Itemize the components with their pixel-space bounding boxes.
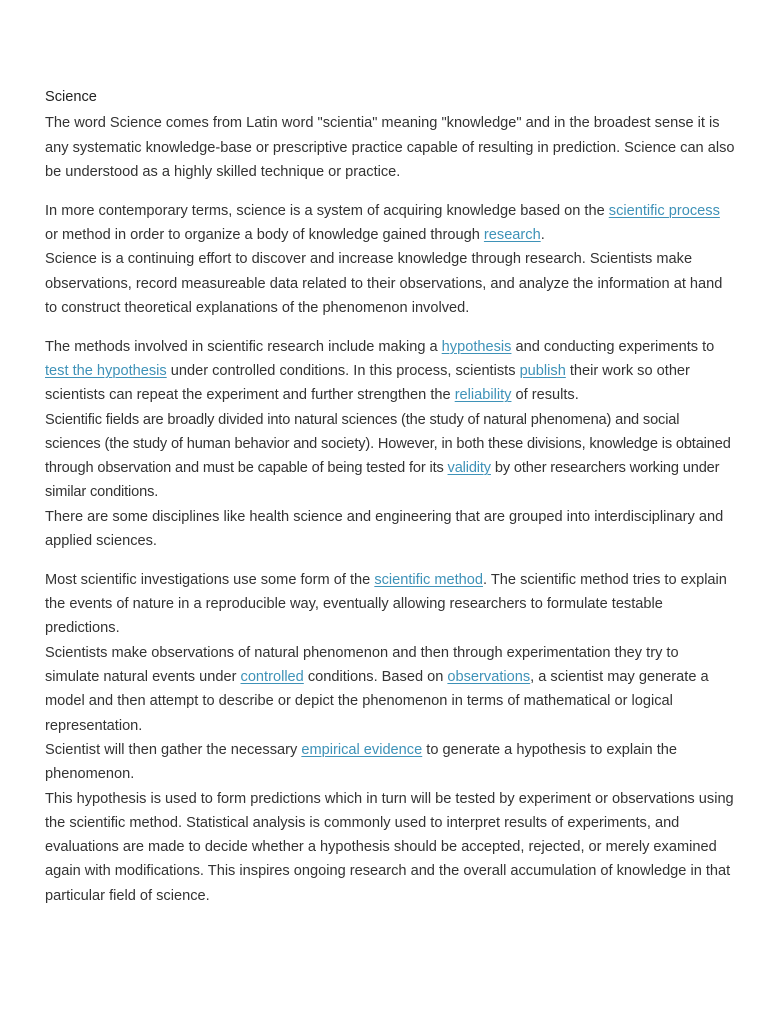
page-title: Science: [45, 89, 97, 105]
paragraph-text: . The scientific method tries to explain the events of nature in a reproducible way, eventually allowing researchers to formulate testable predictions.: [45, 571, 727, 637]
research-link[interactable]: research: [483, 226, 541, 243]
paragraph: [45, 505, 735, 554]
paragraph: [45, 408, 735, 505]
paragraph: [45, 641, 735, 738]
paragraph-text: by other researchers working under similar conditions.: [45, 460, 720, 501]
paragraph-text: In more contemporary terms, science is a system of acquiring knowledge based on the: [45, 202, 609, 219]
paragraph-text: There are some disciplines like health science and engineering that are grouped into interdisciplinary and applied sciences.: [45, 508, 724, 550]
paragraph-text: Scientist will then gather the necessary: [45, 741, 302, 758]
paragraph-text: The word Science comes from Latin word "scientia" meaning "knowledge" and in the broadest sense it is any systematic knowledge-base or prescriptive practice capable of resulting in prediction. Science can also be understood as a highly skilled technique or practice.: [45, 115, 735, 180]
reliability-link[interactable]: reliability: [454, 387, 512, 404]
publish-link[interactable]: publish: [519, 362, 566, 379]
paragraph: [45, 247, 735, 320]
controlled-link[interactable]: controlled: [240, 669, 304, 686]
document-page: [45, 85, 735, 908]
paragraph-text: their work so other scientists can repeat the experiment and further strengthen the: [45, 362, 690, 404]
paragraph: [45, 111, 735, 184]
observations-link[interactable]: observations: [447, 669, 531, 686]
paragraph: [45, 738, 735, 787]
document-body: [45, 111, 735, 908]
empirical-evidence-link[interactable]: empirical evidence: [301, 741, 423, 758]
paragraph-text: .: [540, 226, 545, 243]
paragraph-text: Scientific fields are broadly divided into natural sciences (the study of natural phenomena) and social sciences (the study of human behavior and society). However, in both these divisions, knowledge is obtained through observation and must be capable of being tested for its: [45, 411, 731, 477]
paragraph-text: and conducting experiments to: [511, 338, 715, 355]
paragraph: [45, 335, 735, 408]
paragraph-text: under controlled conditions. In this process, scientists: [166, 362, 520, 379]
paragraph: [45, 568, 735, 641]
paragraph-text: Science is a continuing effort to discover and increase knowledge through research. Scientists make observations, record measureable data related to their observations, and analyze the information at hand to construct theoretical explanations of the phenomenon involved.: [45, 251, 723, 316]
paragraph-text: to generate a hypothesis to explain the phenomenon.: [45, 741, 677, 783]
paragraph: [45, 787, 735, 908]
paragraph-text: conditions. Based on: [303, 669, 448, 686]
scientific-method-link[interactable]: scientific method: [374, 571, 484, 588]
paragraph-text: The methods involved in scientific research include making a: [45, 338, 442, 355]
paragraph-text: Scientists make observations of natural phenomenon and then through experimentation they try to simulate natural events under: [45, 644, 679, 686]
test-the-hypothesis-link[interactable]: test the hypothesis: [45, 362, 167, 379]
paragraph: [45, 199, 735, 248]
paragraph-text: , a scientist may generate a model and then attempt to describe or depict the phenomenon in terms of mathematical or logical representation.: [45, 669, 709, 734]
scientific-process-link[interactable]: scientific process: [608, 202, 720, 219]
validity-link[interactable]: validity: [447, 460, 491, 477]
paragraph-text: or method in order to organize a body of knowledge gained through: [45, 226, 484, 243]
paragraph-text: Most scientific investigations use some form of the: [45, 571, 375, 588]
hypothesis-link[interactable]: hypothesis: [441, 338, 512, 355]
paragraph-text: This hypothesis is used to form predictions which in turn will be tested by experiment or observations using the scientific method. Statistical analysis is commonly used to interpret results of experiments, and evaluations are made to decide whether a hypothesis should be accepted, rejected, or merely examined again with modifications. This inspires ongoing research and the overall accumulation of knowledge in that particular field of science.: [45, 790, 734, 904]
paragraph-text: of results.: [511, 387, 579, 404]
